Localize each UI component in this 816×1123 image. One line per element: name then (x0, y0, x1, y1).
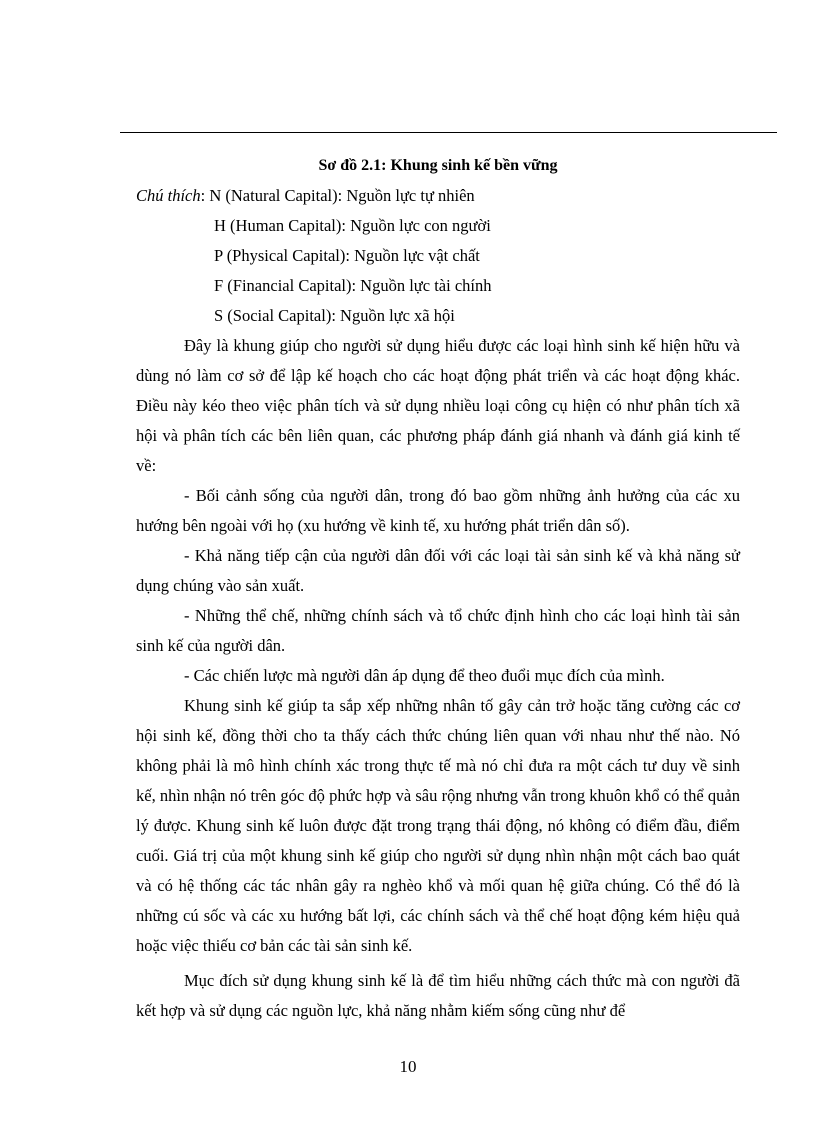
legend-item-human: H (Human Capital): Nguồn lực con người (214, 216, 491, 235)
bullet-strategies: - Các chiến lược mà người dân áp dụng để theo đuổi mục đích của mình. (184, 666, 665, 685)
paragraph-framework-value: Khung sinh kế giúp ta sắp xếp những nhân tố gây cản trở hoặc tăng cường các cơ hội sinh kế, đồng thời cho ta thấy cách thức chúng liên quan với nhau như thế nào. Nó không phải là mô hình chính xác trong thực tế mà nó chỉ đưa ra một cách tư duy về sinh kế, nhìn nhận nó trên góc độ phức hợp và sâu rộng nhưng vẫn trong khuôn khổ có thể quản lý được. Khung sinh kế luôn được đặt trong trạng thái động, nó không có điểm đầu, điểm cuối. Giá trị của một khung sinh kế giúp cho người sử dụng nhìn nhận một cách bao quát và có hệ thống các tác nhân gây ra nghèo khổ và mối quan hệ giữa chúng. Có thể đó là những cú sốc và các xu hướng bất lợi, các chính sách và thể chế hoạt động kém hiệu quả hoặc việc thiếu cơ bản các tài sản sinh kế. (136, 696, 740, 955)
figure-title: Sơ đồ 2.1: Khung sinh kế bền vững (318, 157, 558, 174)
page-content (136, 151, 740, 1026)
legend-item-natural: N (Natural Capital): Nguồn lực tự nhiên (209, 186, 475, 205)
legend-item-physical: P (Physical Capital): Nguồn lực vật chất (214, 246, 480, 265)
header-rule (120, 132, 777, 133)
bullet-institutions: - Những thể chế, những chính sách và tổ chức định hình cho các loại hình tài sản sinh kế của người dân. (136, 606, 740, 655)
legend-label: Chú thích (136, 186, 201, 205)
legend-line-n: Chú thích: N (Natural Capital): Nguồn lực tự nhiên (136, 186, 475, 205)
legend-item-financial: F (Financial Capital): Nguồn lực tài chính (214, 276, 492, 295)
paragraph-intro: Đây là khung giúp cho người sử dụng hiểu được các loại hình sinh kế hiện hữu và dùng nó làm cơ sở để lập kế hoạch cho các hoạt động phát triển và các hoạt động khác. Điều này kéo theo việc phân tích và sử dụng nhiều loại công cụ hiện có như phân tích xã hội và phân tích các bên liên quan, các phương pháp đánh giá nhanh và đánh giá kinh tế về: (136, 336, 740, 475)
paragraph-purpose: Mục đích sử dụng khung sinh kế là để tìm hiểu những cách thức mà con người đã kết hợp và sử dụng các nguồn lực, khả năng nhằm kiếm sống cũng như để (136, 971, 740, 1020)
bullet-living-context: - Bối cảnh sống của người dân, trong đó bao gồm những ảnh hưởng của các xu hướng bên ngoài với họ (xu hướng về kinh tế, xu hướng phát triển dân số). (136, 486, 740, 535)
page-number: 10 (399, 1057, 417, 1076)
bullet-asset-access: - Khả năng tiếp cận của người dân đối với các loại tài sản sinh kế và khả năng sử dụng chúng vào sản xuất. (136, 546, 740, 595)
legend-item-social: S (Social Capital): Nguồn lực xã hội (214, 306, 455, 325)
